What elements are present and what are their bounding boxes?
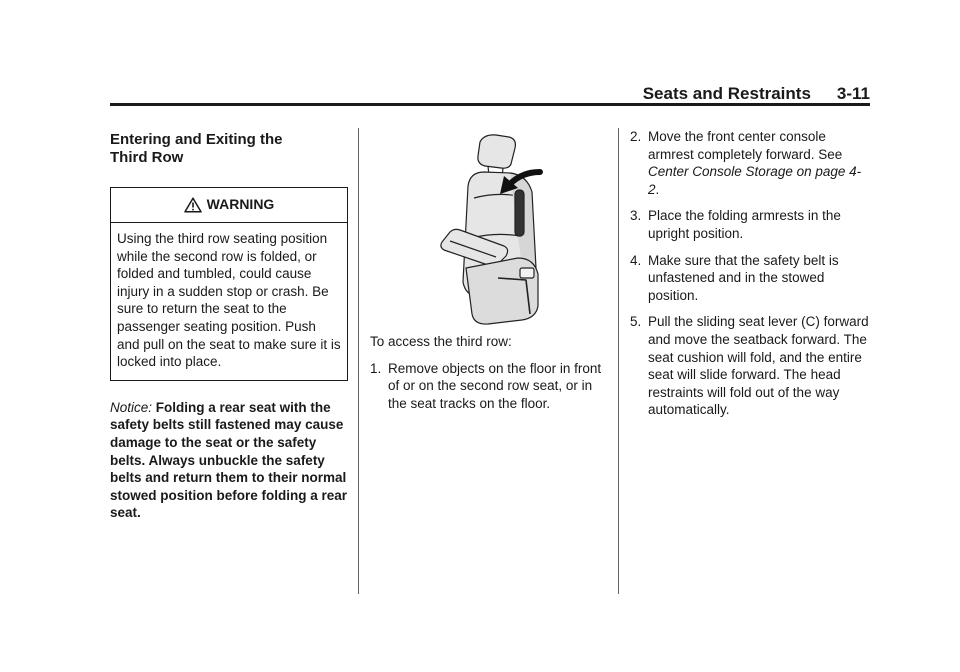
notice-paragraph	[110, 399, 348, 522]
notice-label: Notice:	[110, 399, 153, 415]
column-3	[630, 128, 870, 428]
column-2	[370, 128, 608, 421]
steps-list-part2	[630, 128, 870, 419]
cross-reference-link[interactable]: Center Console Storage on page 4-2	[648, 164, 862, 197]
step-3: 3. Place the folding armrests in the upright position.	[630, 208, 841, 241]
warning-header	[111, 188, 347, 223]
column-1	[110, 128, 348, 522]
header-title: Seats and Restraints	[642, 84, 811, 103]
warning-triangle-icon	[184, 197, 202, 213]
steps-list-part1	[370, 360, 608, 413]
step-2: 2. Move the front center console armrest completely forward. See Center Console Storage on page 4-2.	[630, 129, 862, 197]
warning-label: WARNING	[206, 196, 275, 213]
warning-box	[110, 187, 348, 381]
warning-text: Using the third row seating position while the second row is folded, or folded and tumbled, could cause injury in a sudden stop or crash. Be sure to return the seat to the passenger seating position. Push and pull on the seat to make sure it is locked into place.	[117, 231, 341, 370]
column-divider-right	[618, 128, 619, 594]
step-1: 1. Remove objects on the floor in front of or on the second row seat, or in the seat tracks on the floor.	[370, 360, 602, 411]
head-restraint	[478, 135, 516, 168]
running-header	[110, 84, 870, 104]
intro-text: To access the third row:	[370, 334, 512, 349]
seat-lever	[515, 190, 524, 236]
page-number: 3-11	[836, 84, 870, 103]
header-rule	[110, 103, 870, 106]
column-divider-left	[358, 128, 359, 594]
step-4: 4. Make sure that the safety belt is unfastened and in the stowed position.	[630, 252, 839, 303]
seat-illustration	[370, 128, 608, 328]
step-5: 5. Pull the sliding seat lever (C) forward and move the seatback forward. The seat cushion will fold, and the entire seat will slide forward. The head restraints will fold out of the way automatically.	[630, 314, 869, 418]
notice-text: Folding a rear seat with the safety belts still fastened may cause damage to the seat or the safety belts. Always unbuckle the safety belts and return them to their normal stowed position before folding a rear seat.	[110, 399, 348, 521]
section-title: Entering and Exiting the Third Row	[110, 131, 283, 166]
